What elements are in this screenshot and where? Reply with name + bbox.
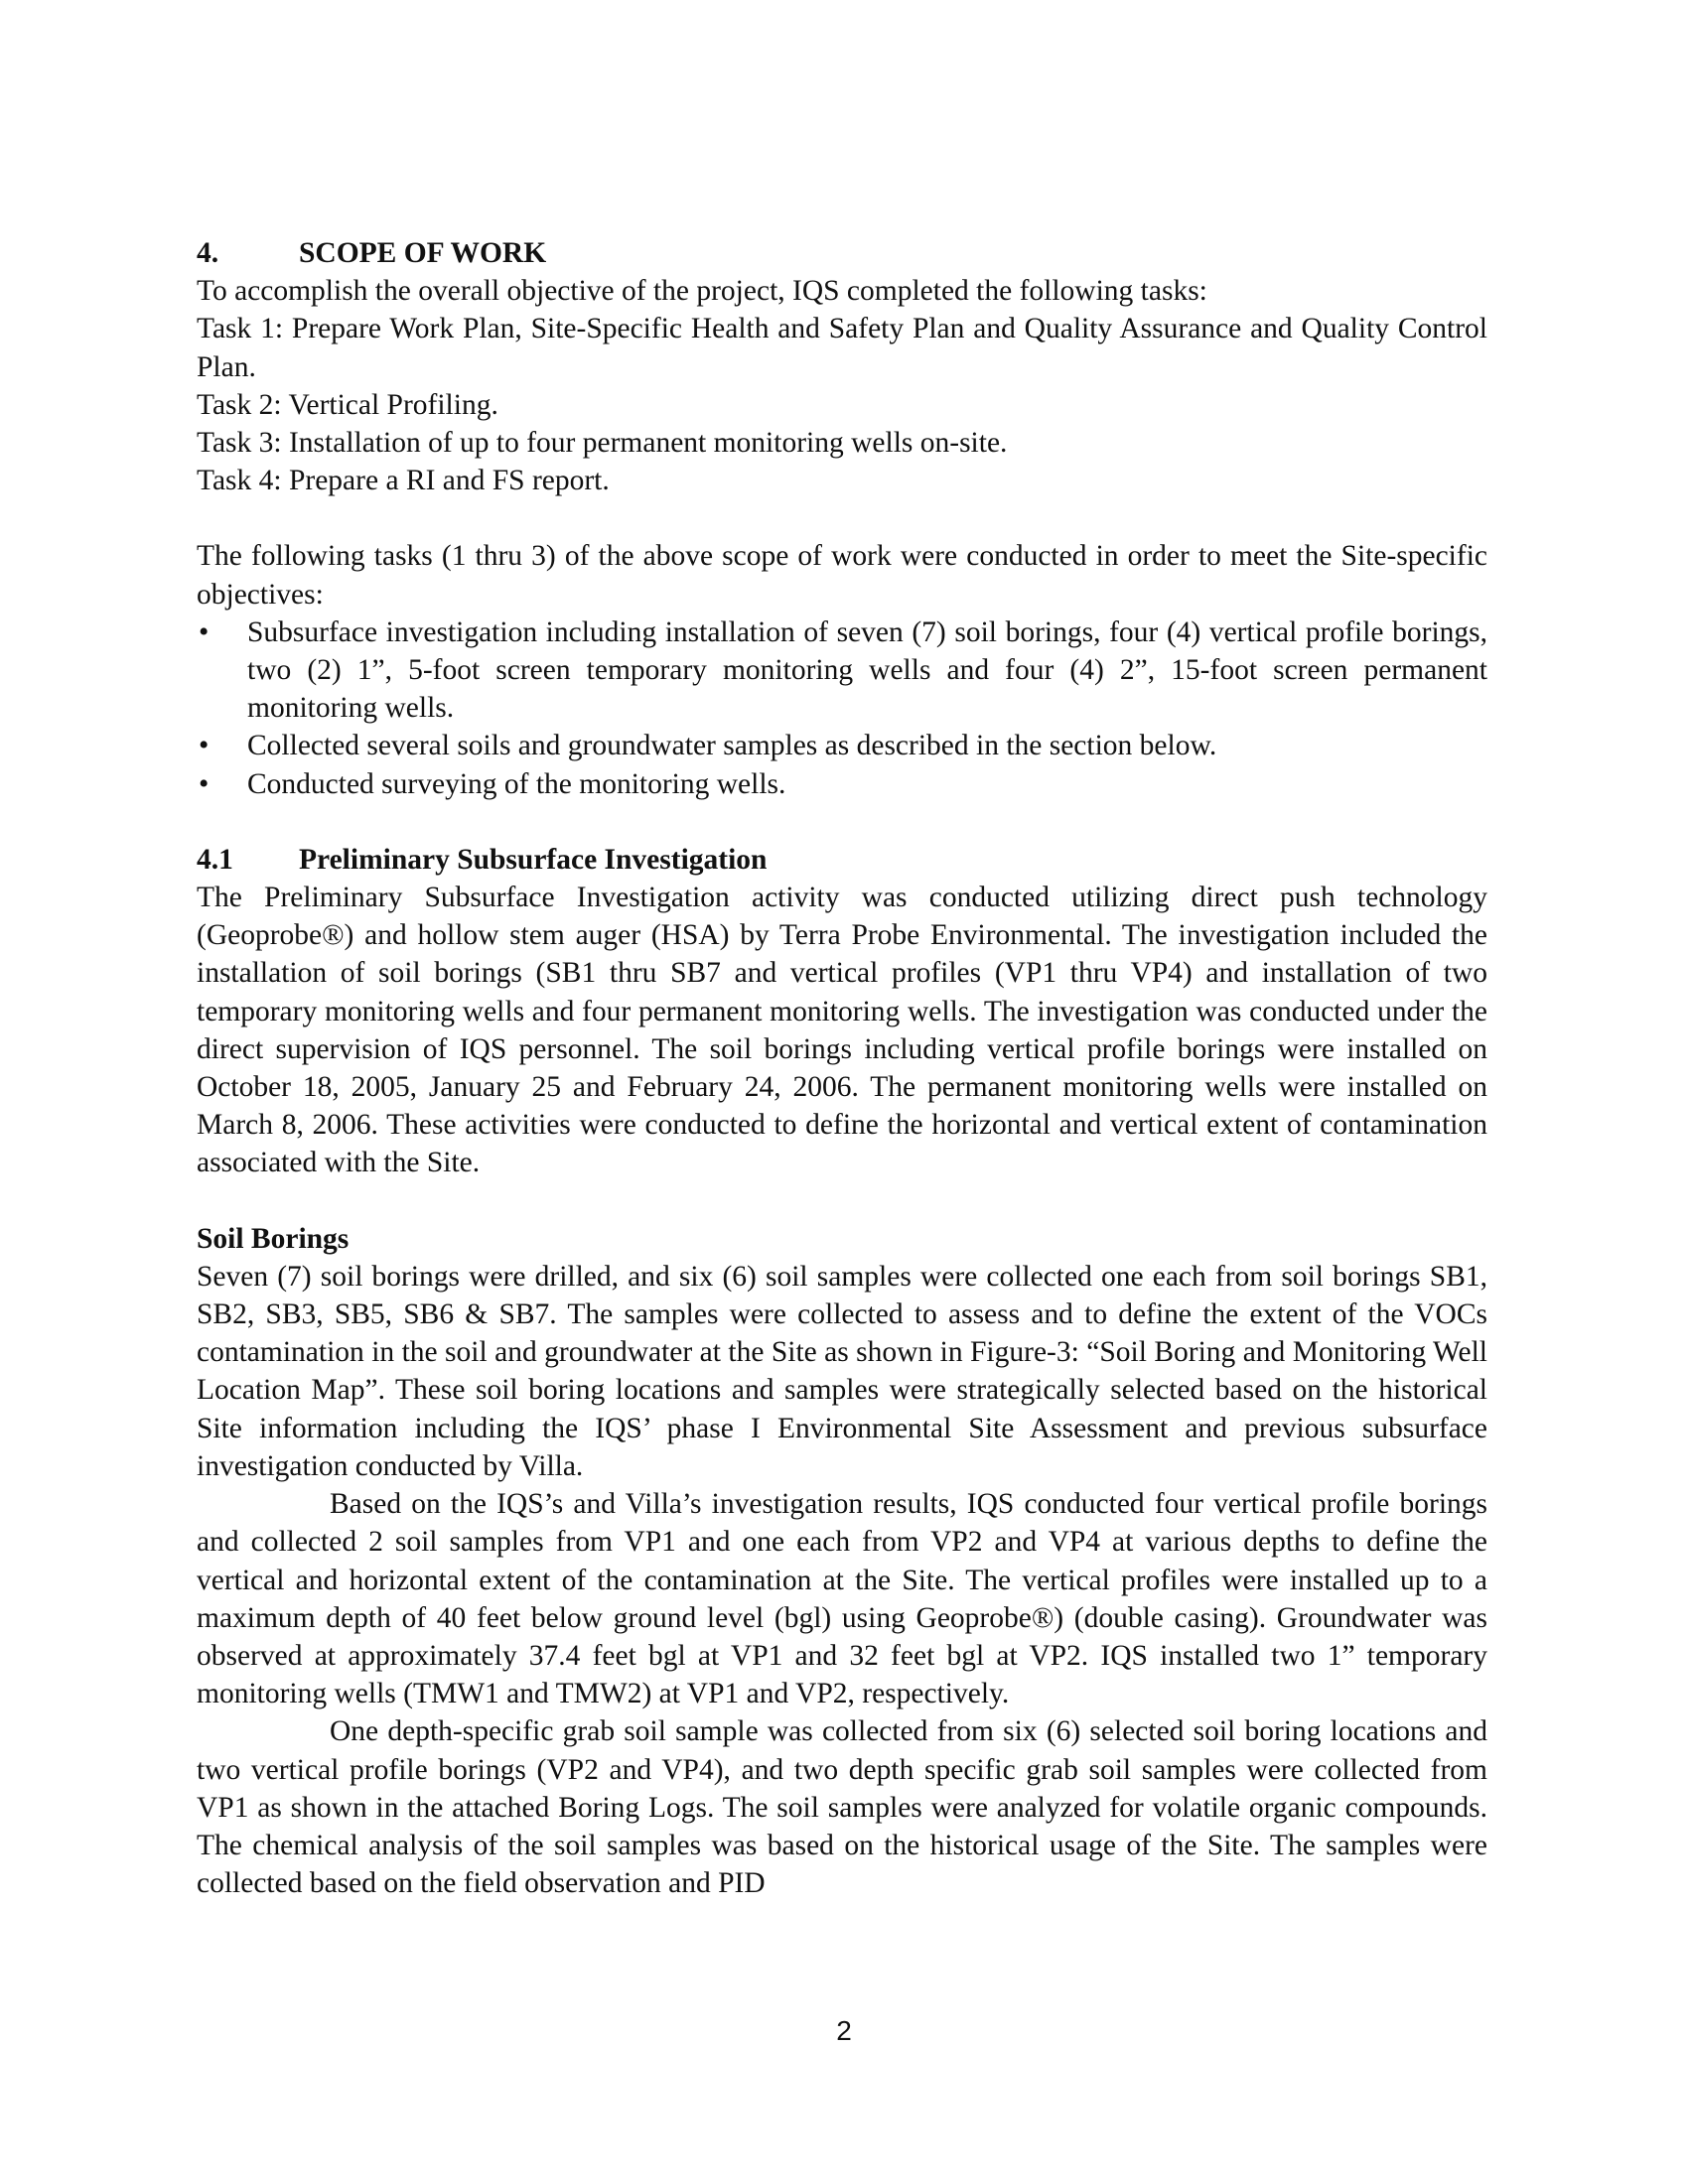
soil-borings-heading: Soil Borings <box>197 1222 350 1255</box>
task-1: Task 1: Prepare Work Plan, Site-Specific Health and Safety Plan and Quality Assurance and Quality Control Plan. <box>197 313 1487 383</box>
page-number: 2 <box>836 2015 852 2046</box>
task-2: Task 2: Vertical Profiling. <box>197 388 498 421</box>
objectives-list <box>197 614 1487 803</box>
list-item <box>197 727 1487 764</box>
tasks-conducted-paragraph: The following tasks (1 thru 3) of the above scope of work were conducted in order to meet the Site-specific objectives: <box>197 540 1487 611</box>
list-item <box>197 614 1487 728</box>
bullet-icon: • <box>199 730 210 762</box>
scope-intro: To accomplish the overall objective of the project, IQS completed the following tasks: <box>197 275 1207 308</box>
task-4: Task 4: Prepare a RI and FS report. <box>197 465 610 497</box>
soil-borings-paragraph-2: Based on the IQS’s and Villa’s investigation results, IQS conducted four vertical profile borings and collected 2 soil samples from VP1 and one each from VP2 and VP4 at various depths to define the vertical and horizontal extent of the contamination at the Site. The vertical profiles were installed up to a maximum depth of 40 feet below ground level (bgl) using Geoprobe®) (double casing). Groundwater was observed at approximately 37.4 feet bgl at VP1 and 32 feet bgl at VP2. IQS installed two 1” temporary monitoring wells (TMW1 and TMW2) at VP1 and VP2, respectively. <box>197 1488 1487 1710</box>
list-item <box>197 765 1487 803</box>
list-item-text: Collected several soils and groundwater samples as described in the section below. <box>247 730 1217 762</box>
subsection-heading <box>197 841 1487 879</box>
investigation-paragraph: The Preliminary Subsurface Investigation activity was conducted utilizing direct push technology (Geoprobe®) and hollow stem auger (HSA) by Terra Probe Environmental. The investigation included the installation of soil borings (SB1 thru SB7 and vertical profiles (VP1 thru VP4) and installation of two temporary monitoring wells and four permanent monitoring wells. The investigation was conducted under the direct supervision of IQS personnel. The soil borings including vertical profile borings were installed on October 18, 2005, January 25 and February 24, 2006. The permanent monitoring wells were installed on March 8, 2006. These activities were conducted to define the horizontal and vertical extent of contamination associated with the Site. <box>197 882 1487 1179</box>
bullet-icon: • <box>199 615 210 648</box>
bullet-icon: • <box>199 767 210 800</box>
soil-borings-paragraph-1: Seven (7) soil borings were drilled, and six (6) soil samples were collected one each from soil borings SB1, SB2, SB3, SB5, SB6 & SB7. The samples were collected to assess and to define the extent of the VOCs contamination in the soil and groundwater at the Site as shown in Figure-3: “Soil Boring and Monitoring Well Location Map”. These soil boring locations and samples were strategically selected based on the historical Site information including the IQS’ phase I Environmental Site Assessment and previous subsurface investigation conducted by Villa. <box>197 1260 1487 1482</box>
subsection-number: 4.1 <box>197 843 233 876</box>
section-title: SCOPE OF WORK <box>299 237 547 269</box>
section-number: 4. <box>197 237 219 269</box>
soil-borings-paragraph-3: One depth-specific grab soil sample was collected from six (6) selected soil boring locations and two vertical profile borings (VP2 and VP4), and two depth specific grab soil samples were collected from VP1 as shown in the attached Boring Logs. The soil samples were analyzed for volatile organic compounds. The chemical analysis of the soil samples was based on the historical usage of the Site. The samples were collected based on the field observation and PID <box>197 1715 1487 1900</box>
list-item-text: Subsurface investigation including installation of seven (7) soil borings, four (4) vertical profile borings, two (2) 1”, 5-foot screen temporary monitoring wells and four (4) 2”, 15-foot screen permanent monitoring wells. <box>247 615 1487 725</box>
task-3: Task 3: Installation of up to four permanent monitoring wells on-site. <box>197 427 1008 460</box>
section-heading <box>197 234 1487 272</box>
subsection-title: Preliminary Subsurface Investigation <box>299 843 768 876</box>
document-page <box>197 234 1487 1902</box>
list-item-text: Conducted surveying of the monitoring wells. <box>247 767 786 800</box>
